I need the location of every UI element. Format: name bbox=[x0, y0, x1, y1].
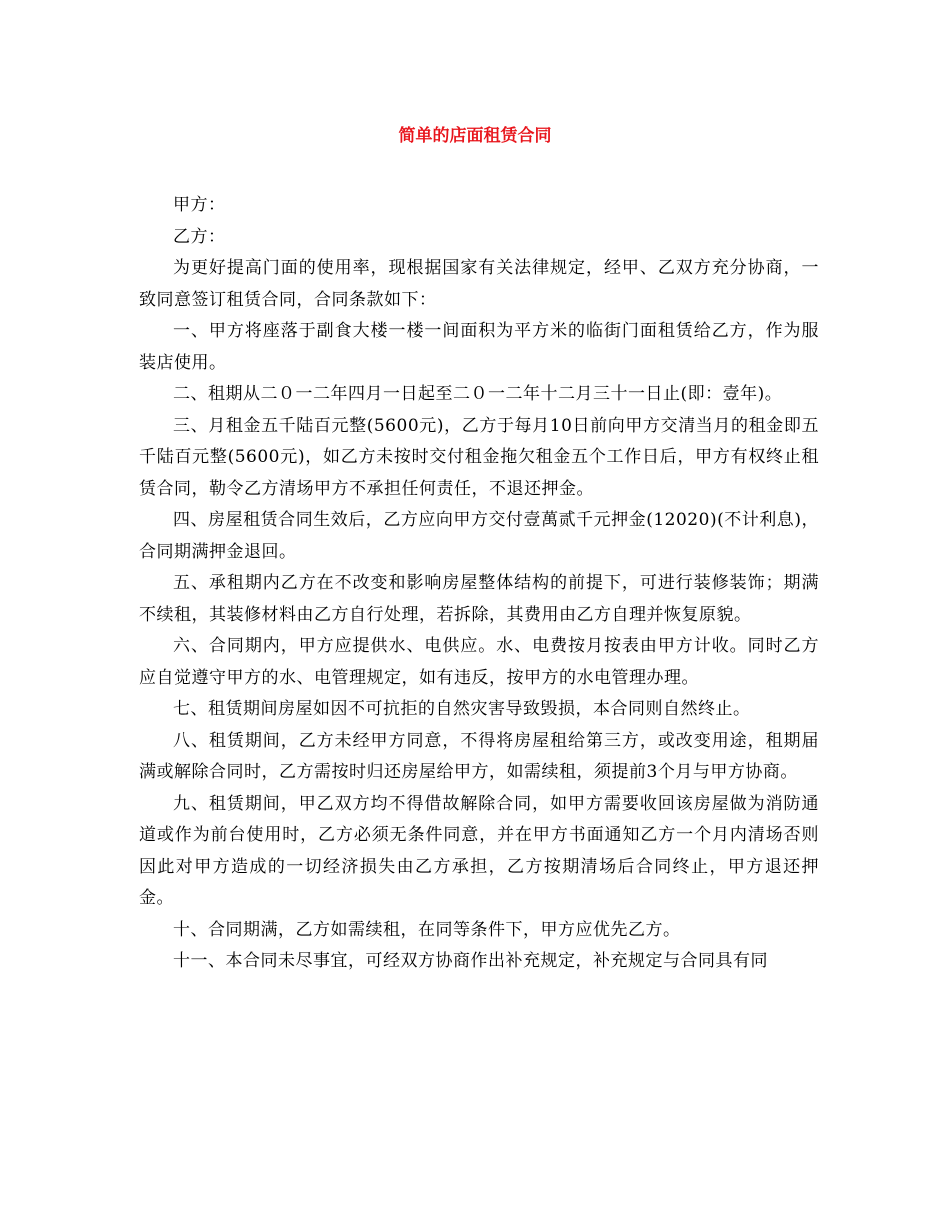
document-title: 简单的店面租赁合同 bbox=[398, 126, 552, 146]
clause-5: 五、承租期内乙方在不改变和影响房屋整体结构的前提下，可进行装修装饰；期满不续租，其装修材料由乙方自行处理，若拆除，其费用由乙方自理并恢复原貌。 bbox=[139, 573, 819, 625]
clause-6: 六、合同期内，甲方应提供水、电供应。水、电费按月按表由甲方计收。同时乙方应自觉遵守甲方的水、电管理规定，如有违反，按甲方的水电管理办理。 bbox=[139, 636, 819, 688]
clause-8: 八、租赁期间，乙方未经甲方同意，不得将房屋租给第三方，或改变用途，租期届满或解除合同时，乙方需按时归还房屋给甲方，如需续租，须提前3个月与甲方协商。 bbox=[139, 730, 819, 782]
clause-9: 九、租赁期间，甲乙双方均不得借故解除合同，如甲方需要收回该房屋做为消防通道或作为前台使用时，乙方必须无条件同意，并在甲方书面通知乙方一个月内清场否则因此对甲方造成的一切经济损失由乙方承担，乙方按期清场后合同终止，甲方退还押金。 bbox=[139, 793, 819, 908]
clause-2: 二、租期从二０一二年四月一日起至二０一二年十二月三十一日止(即：壹年)。 bbox=[173, 384, 783, 404]
clause-1: 一、甲方将座落于副食大楼一楼一间面积为平方米的临街门面租赁给乙方，作为服装店使用。 bbox=[139, 321, 819, 373]
preamble-paragraph: 为更好提高门面的使用率，现根据国家有关法律规定，经甲、乙双方充分协商，一致同意签订租赁合同，合同条款如下： bbox=[139, 258, 819, 310]
clause-7: 七、租赁期间房屋如因不可抗拒的自然灾害导致毁损，本合同则自然终止。 bbox=[173, 699, 751, 719]
clause-11: 十一、本合同未尽事宜，可经双方协商作出补充规定，补充规定与合同具有同 bbox=[173, 951, 768, 971]
clause-10: 十、合同期满，乙方如需续租，在同等条件下，甲方应优先乙方。 bbox=[173, 919, 681, 940]
document-body bbox=[139, 190, 819, 978]
party-b-line: 乙方： bbox=[173, 226, 226, 247]
clause-4: 四、房屋租赁合同生效后，乙方应向甲方交付壹萬贰千元押金(12020)(不计利息)，合同期满押金退回。 bbox=[139, 510, 819, 562]
party-a-line: 甲方： bbox=[173, 195, 226, 215]
clause-3: 三、月租金五千陆百元整(5600元)，乙方于每月10日前向甲方交清当月的租金即五千陆百元整(5600元)，如乙方未按时交付租金拖欠租金五个工作日后，甲方有权终止租赁合同，勒令乙方清场甲方不承担任何责任，不退还押金。 bbox=[139, 415, 819, 499]
